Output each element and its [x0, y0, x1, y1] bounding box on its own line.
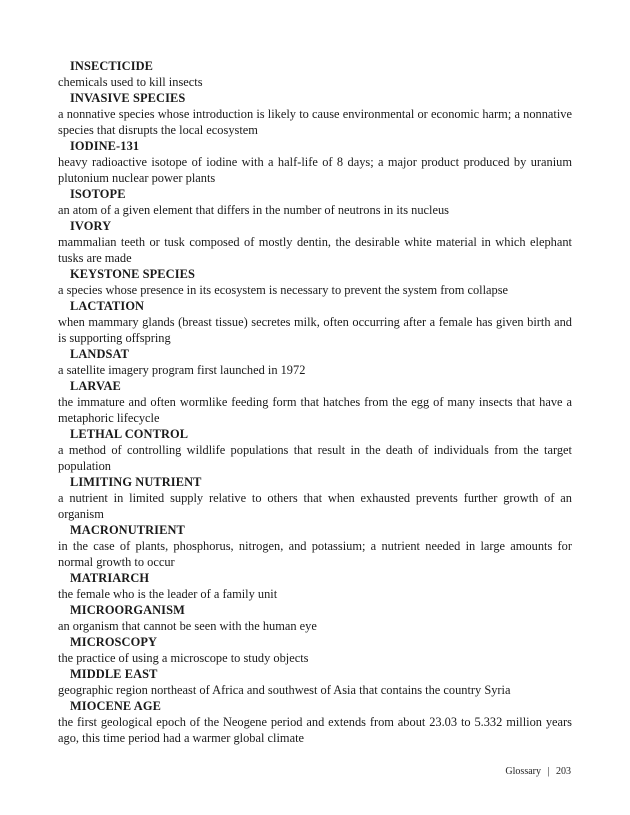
- glossary-entry: [58, 634, 572, 666]
- glossary-entry: [58, 90, 572, 138]
- glossary-entry: [58, 474, 572, 522]
- glossary-definition: the female who is the leader of a family unit: [58, 587, 278, 601]
- glossary-entry: [58, 346, 572, 378]
- glossary-definition: mammalian teeth or tusk composed of mostly dentin, the desirable white material in which elephant tusks are made: [58, 235, 572, 265]
- glossary-definition: a nutrient in limited supply relative to others that when exhausted prevents further growth of an organism: [58, 491, 572, 521]
- glossary-definition: when mammary glands (breast tissue) secretes milk, often occurring after a female has given birth and is supporting offspring: [58, 315, 572, 345]
- glossary-definition: the immature and often wormlike feeding form that hatches from the egg of many insects that have a metaphoric lifecycle: [58, 395, 572, 425]
- glossary-term: LARVAE: [70, 379, 121, 393]
- glossary-term: INSECTICIDE: [70, 59, 154, 73]
- glossary-term: KEYSTONE SPECIES: [70, 267, 195, 281]
- page-number: 203: [556, 766, 571, 777]
- glossary-entry: [58, 218, 572, 266]
- glossary-definition: heavy radioactive isotope of iodine with a half-life of 8 days; a major product produced by uranium plutonium nuclear power plants: [58, 155, 572, 185]
- glossary-term: LACTATION: [70, 299, 145, 313]
- glossary-entry: [58, 570, 572, 602]
- glossary-entry: [58, 602, 572, 634]
- glossary-entry: [58, 266, 572, 298]
- glossary-term: MICROSCOPY: [70, 635, 158, 649]
- glossary-term: INVASIVE SPECIES: [70, 91, 186, 105]
- glossary-entry: [58, 298, 572, 346]
- glossary-term: MICROORGANISM: [70, 603, 185, 617]
- glossary-term: IODINE-131: [70, 139, 140, 153]
- glossary-term: MIDDLE EAST: [70, 667, 158, 681]
- glossary-entry: [58, 698, 572, 746]
- glossary-term: MATRIARCH: [70, 571, 150, 585]
- glossary-entry: [58, 378, 572, 426]
- glossary-entry: [58, 138, 572, 186]
- glossary-term: LIMITING NUTRIENT: [70, 475, 202, 489]
- glossary-definition: a species whose presence in its ecosystem is necessary to prevent the system from collapse: [58, 283, 509, 297]
- glossary-term: IVORY: [70, 219, 112, 233]
- glossary-definition: geographic region northeast of Africa and southwest of Asia that contains the country Syria: [58, 683, 511, 697]
- glossary-definition: chemicals used to kill insects: [58, 75, 203, 89]
- glossary-term: MIOCENE AGE: [70, 699, 161, 713]
- glossary-term: MACRONUTRIENT: [70, 523, 185, 537]
- glossary-entry: [58, 58, 572, 90]
- glossary-definition: a satellite imagery program first launched in 1972: [58, 363, 306, 377]
- glossary-definition: a method of controlling wildlife populations that result in the death of individuals from the target population: [58, 443, 572, 473]
- glossary-term: LETHAL CONTROL: [70, 427, 189, 441]
- glossary-definition: an organism that cannot be seen with the human eye: [58, 619, 317, 633]
- glossary-list: [58, 58, 572, 746]
- glossary-term: LANDSAT: [70, 347, 129, 361]
- glossary-entry: [58, 426, 572, 474]
- page-footer: [505, 766, 571, 778]
- glossary-definition: in the case of plants, phosphorus, nitrogen, and potassium; a nutrient needed in large amounts for normal growth to occur: [58, 539, 572, 569]
- glossary-definition: an atom of a given element that differs in the number of neutrons in its nucleus: [58, 203, 450, 217]
- glossary-term: ISOTOPE: [70, 187, 126, 201]
- glossary-definition: a nonnative species whose introduction is likely to cause environmental or economic harm; a nonnative species that disrupts the local ecosystem: [58, 107, 572, 137]
- glossary-definition: the first geological epoch of the Neogene period and extends from about 23.03 to 5.332 million years ago, this time period had a warmer global climate: [58, 715, 572, 745]
- footer-separator: |: [547, 766, 550, 777]
- glossary-entry: [58, 186, 572, 218]
- glossary-entry: [58, 522, 572, 570]
- glossary-definition: the practice of using a microscope to study objects: [58, 651, 309, 665]
- footer-section-label: Glossary: [505, 766, 541, 777]
- glossary-entry: [58, 666, 572, 698]
